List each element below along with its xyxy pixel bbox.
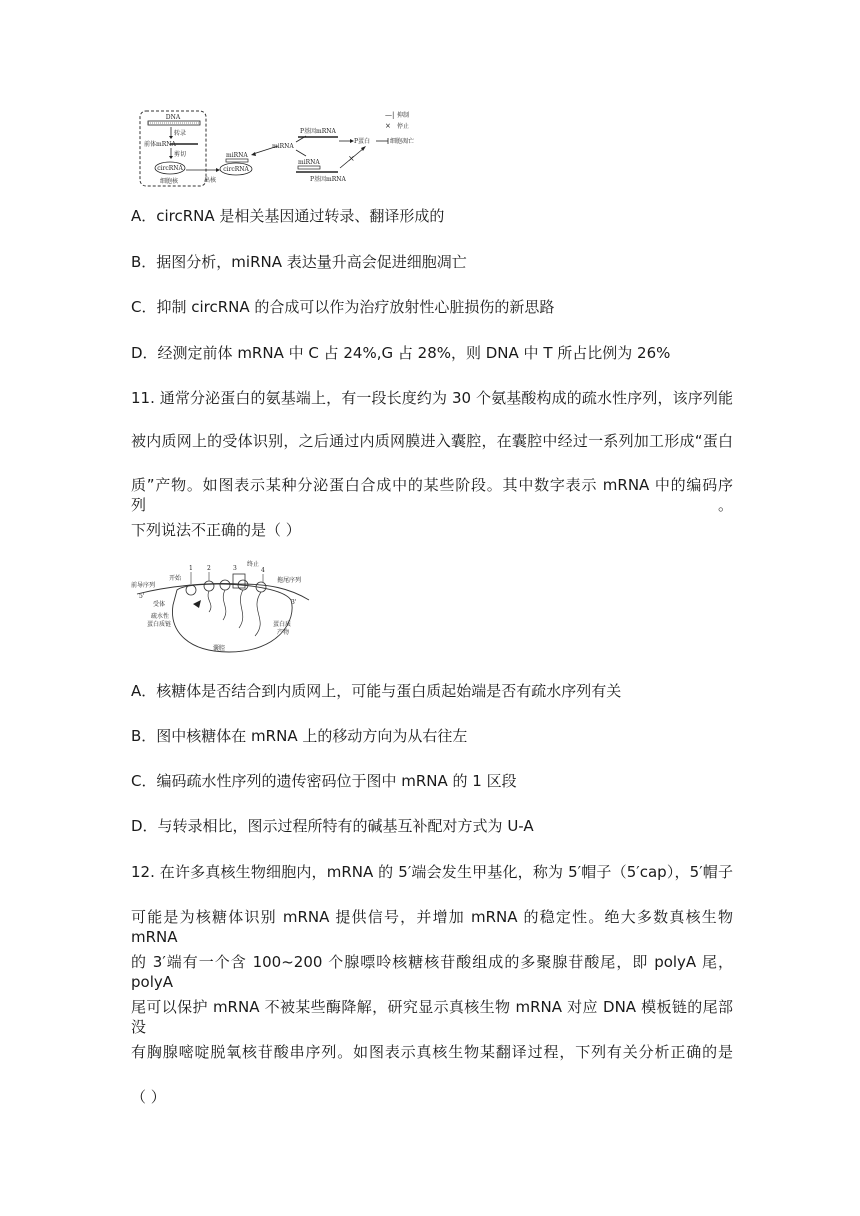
protein-product-strand — [255, 592, 261, 636]
legend-stop-symbol: × — [385, 122, 391, 130]
legend-stop-label: 停止 — [397, 123, 410, 130]
q11-stem-line-1: 11. 通常分泌蛋白的氨基端上，有一段长度约为 30 个氨基酸构成的疏水性序列，该序列能 — [131, 389, 733, 407]
circrna-pathway-diagram — [138, 108, 458, 188]
stop-label: 终止 — [247, 561, 260, 568]
ribosome — [220, 580, 230, 590]
protein-chain-label: 蛋白质链 — [147, 621, 172, 628]
mirna-left-label: miRNA — [226, 152, 248, 159]
q10-option-d: D．经测定前体 mRNA 中 C 占 24%,G 占 28%，则 DNA 中 T 所占比例为 26% — [131, 344, 671, 362]
region-number-2: 2 — [207, 565, 211, 572]
q12-stem-line-5: 有胸腺嘧啶脱氧核苷酸串序列。如图表示真核生物某翻译过程，下列有关分析正确的是 — [131, 1043, 733, 1061]
leader-sequence-label: 前导序列 — [131, 582, 156, 589]
trailer-sequence-label: 拖尾序列 — [277, 577, 302, 584]
pre-mrna-label: 前体mRNA — [144, 141, 176, 148]
q12-stem-line-3: 的 3′端有一个含 100~200 个腺嘌呤核糖核苷酸组成的多聚腺苷酸尾，即 polyA 尾，polyA — [131, 953, 733, 991]
q12-stem-line-4: 尾可以保护 mRNA 不被某些酶降解，研究显示真核生物 mRNA 对应 DNA 模板链的尾部没 — [131, 998, 733, 1036]
stop-codon-box — [233, 574, 245, 588]
export-label: 出核 — [204, 177, 217, 184]
er-lumen-outline — [172, 584, 292, 652]
five-prime-label: 5' — [139, 593, 145, 600]
q12-stem-line-6: （ ） — [131, 1088, 166, 1106]
legend-inhibit-symbol: —| — [385, 111, 395, 119]
mirna-left-strand — [226, 159, 248, 162]
polypeptide-chain — [239, 590, 243, 628]
protein-product-label-2: 产物 — [277, 629, 290, 636]
nucleus-label: 细胞核 — [160, 178, 179, 185]
secretory-protein-synthesis-diagram — [129, 560, 334, 660]
start-label: 开始 — [169, 575, 182, 582]
q11-option-d: D．与转录相比，图示过程所特有的碱基互补配对方式为 U-A — [131, 817, 534, 835]
p-gene-mrna-bottom-label: P基因mRNA — [310, 176, 346, 183]
p-protein-label: P蛋白 — [354, 138, 371, 145]
q11-stem-line-2: 被内质网上的受体识别，之后通过内质网膜进入囊腔，在囊腔中经过一系列加工形成“蛋白 — [131, 432, 733, 450]
q12-stem-line-1: 12. 在许多真核生物细胞内，mRNA 的 5′端会发生甲基化，称为 5′帽子（5′cap），5′帽子 — [131, 863, 733, 881]
dna-label: DNA — [165, 114, 181, 121]
q10-option-c: C．抑制 circRNA 的合成可以作为治疗放射性心脏损伤的新思路 — [131, 298, 555, 316]
polypeptide-chain — [208, 591, 211, 612]
circrna-outer-label: circRNA — [223, 166, 249, 173]
hydrophobic-label: 疏水性 — [151, 613, 170, 620]
receptor-label: 受体 — [153, 601, 166, 608]
q11-option-b: B．图中核糖体在 mRNA 上的移动方向为从右往左 — [131, 727, 468, 745]
mrna-strand — [137, 583, 309, 600]
polypeptide-chain — [223, 590, 226, 620]
region-number-3: 3 — [233, 565, 237, 572]
splicing-label: 剪切 — [174, 151, 187, 158]
q11-option-c: C．编码疏水性序列的遗传密码位于图中 mRNA 的 1 区段 — [131, 772, 517, 790]
region-number-1: 1 — [189, 565, 193, 572]
ribosome — [186, 585, 196, 595]
nucleus-boundary — [140, 111, 206, 186]
circrna-inner-label: circRNA — [157, 165, 183, 172]
receptor-shape — [193, 600, 201, 608]
mirna-bottom-strand — [298, 166, 320, 169]
q11-stem-line-3: 质”产物。如图表示某种分泌蛋白合成中的某些阶段。其中数字表示 mRNA 中的编码序列。 — [131, 476, 733, 514]
q10-option-b: B．据图分析，miRNA 表达量升高会促进细胞凋亡 — [131, 253, 467, 271]
protein-product-label-1: 蛋白质 — [273, 621, 292, 628]
apoptosis-label: 细胞凋亡 — [390, 138, 415, 145]
q11-option-a: A．核糖体是否结合到内质网上，可能与蛋白质起始端是否有疏水序列有关 — [131, 682, 622, 700]
stop-cross-icon: × — [348, 154, 355, 163]
q11-stem-line-4: 下列说法不正确的是（ ） — [131, 521, 301, 539]
three-prime-label: 3' — [291, 599, 297, 606]
mirna-bottom-label: miRNA — [298, 159, 320, 166]
p-gene-mrna-top-label: P基因mRNA — [300, 128, 336, 135]
q10-option-a: A．circRNA 是相关基因通过转录、翻译形成的 — [131, 207, 445, 225]
ribosome — [204, 581, 214, 591]
mirna-center-label: miRNA — [272, 143, 294, 150]
q12-stem-line-2: 可能是为核糖体识别 mRNA 提供信号，并增加 mRNA 的稳定性。绝大多数真核生物 mRNA — [131, 908, 733, 946]
transcription-label: 转录 — [174, 130, 187, 137]
lumen-label: 囊腔 — [213, 645, 226, 652]
legend-inhibit-label: 抑制 — [397, 112, 410, 119]
region-number-4: 4 — [261, 567, 265, 574]
